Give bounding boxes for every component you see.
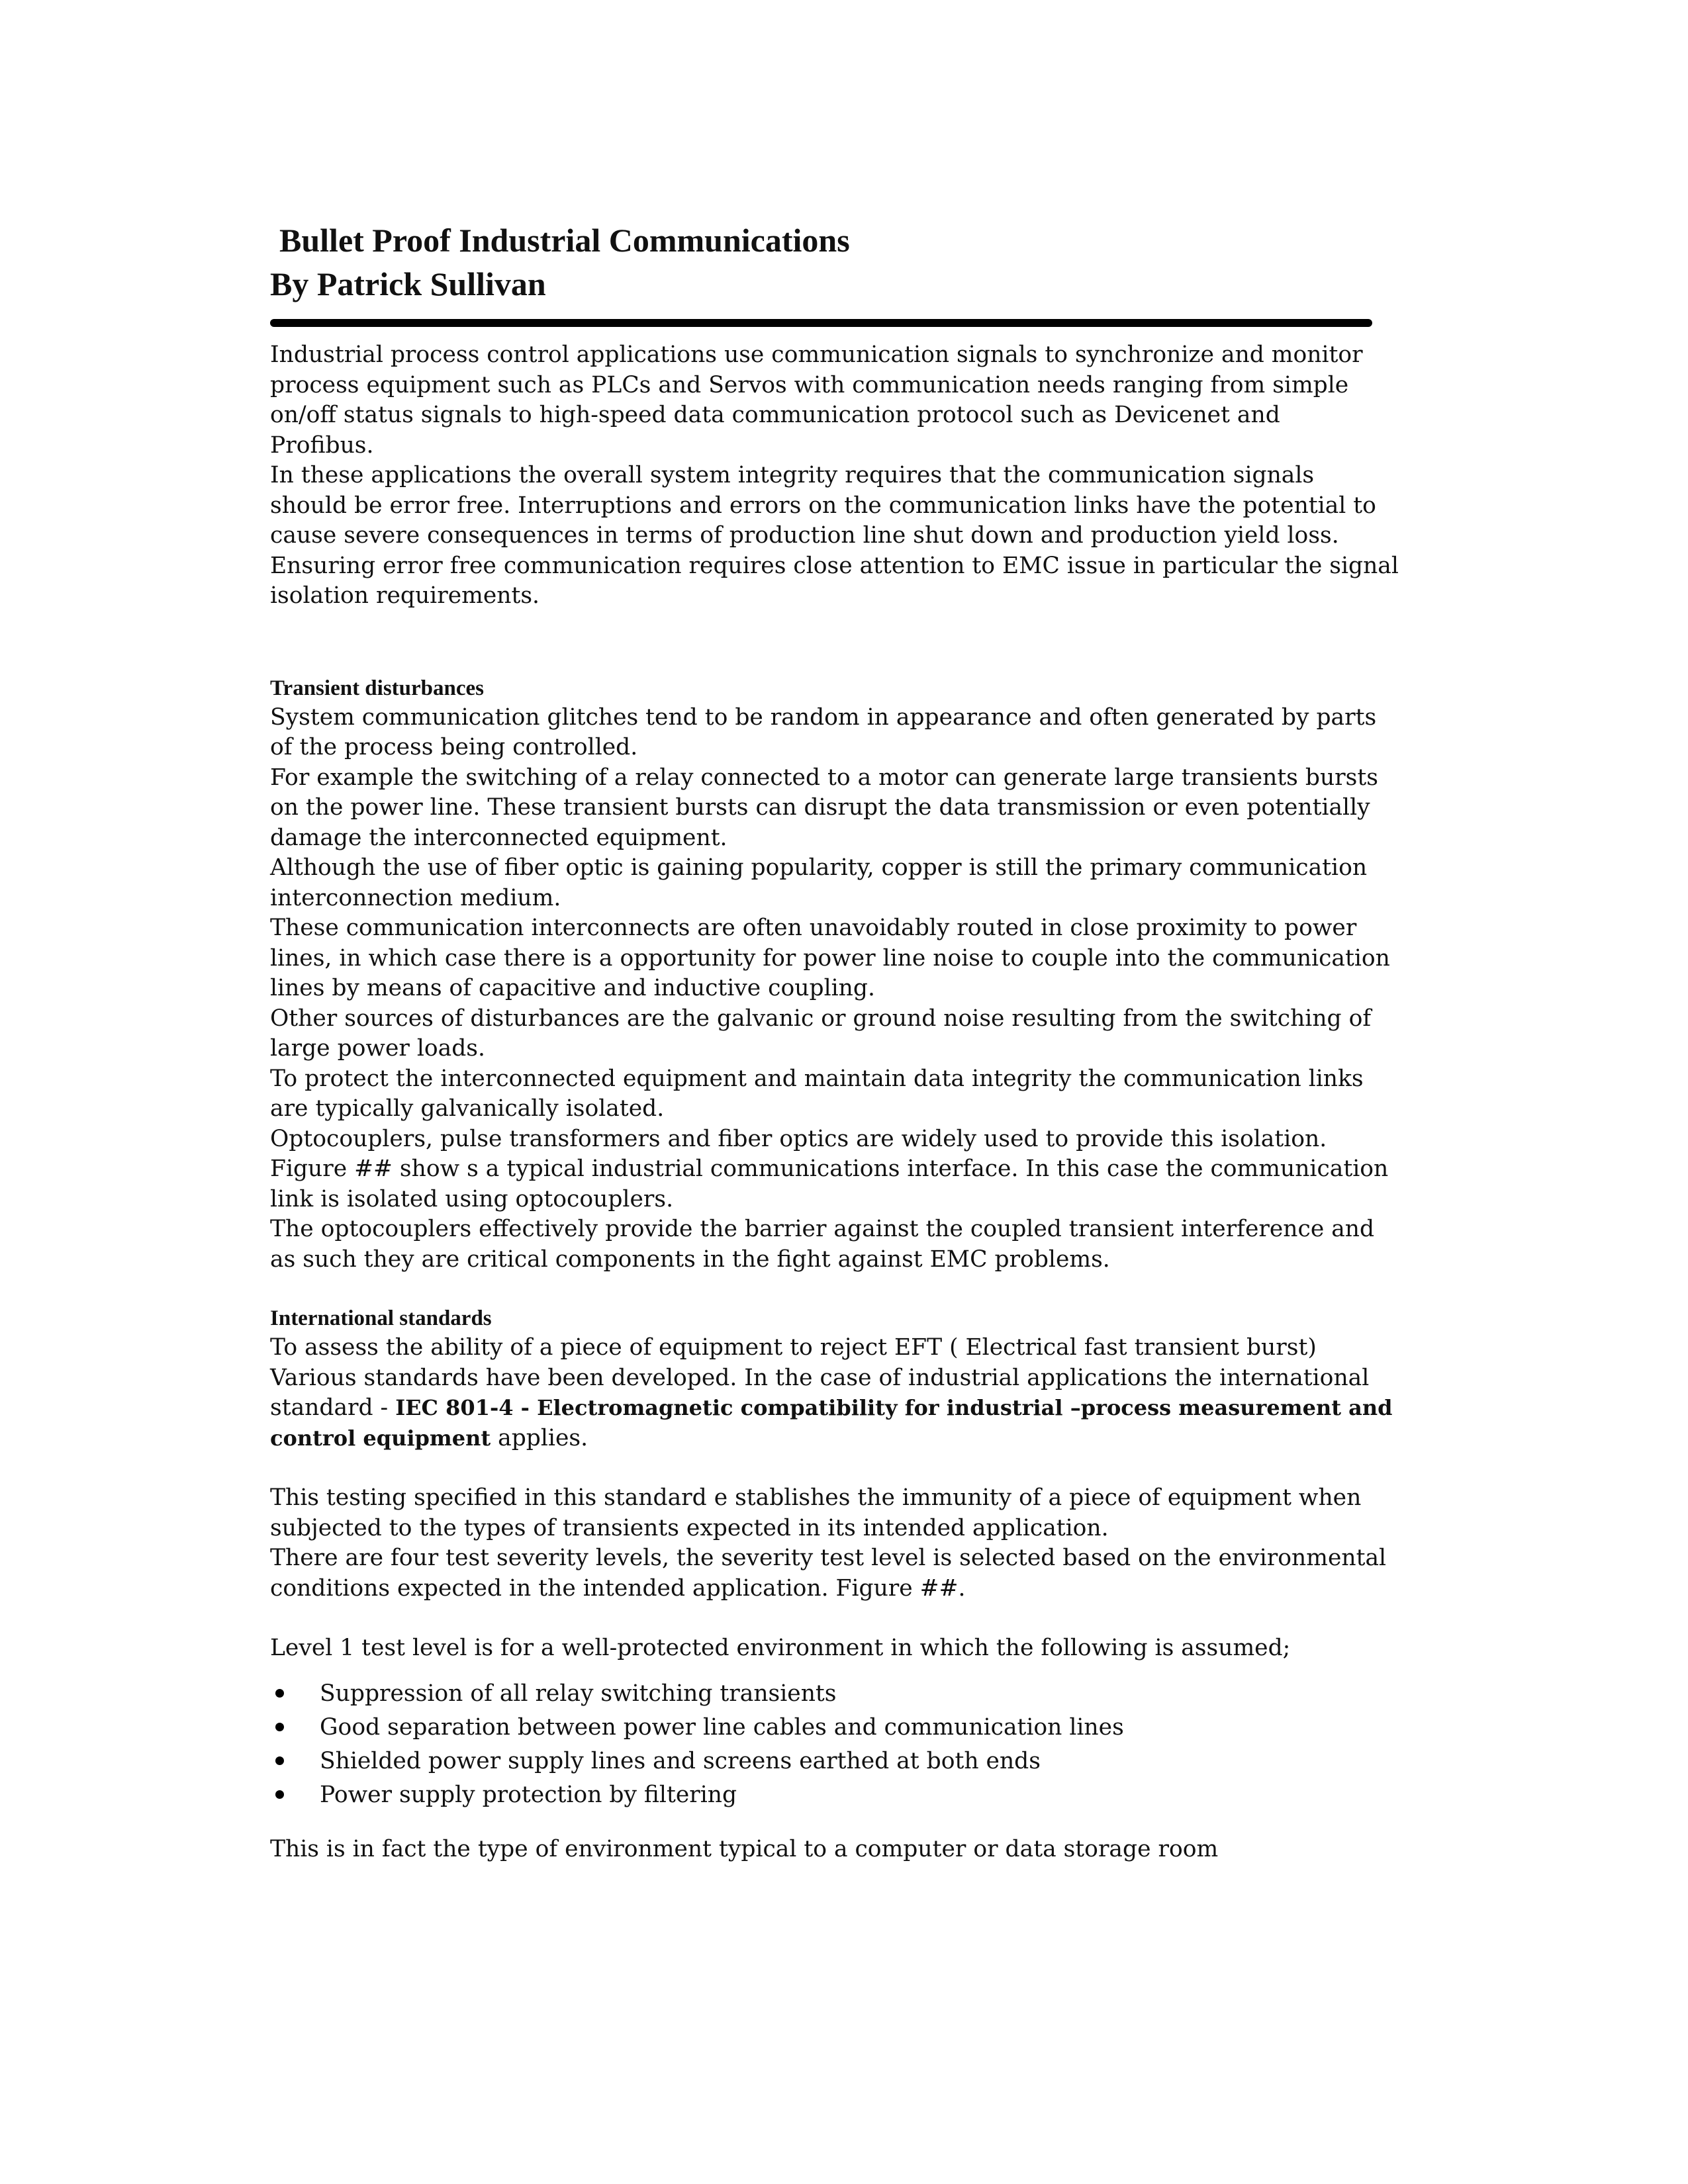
list-item	[270, 1745, 1422, 1778]
list-item-text: Suppression of all relay switching transients	[320, 1680, 837, 1707]
standards-text-tail: applies.	[491, 1424, 588, 1451]
list-item-text: Shielded power supply lines and screens earthed at both ends	[320, 1747, 1041, 1774]
standards-paragraph-1	[270, 1333, 1422, 1453]
transient-paragraph: Optocouplers, pulse transformers and fiber optics are widely used to provide this isolation. Figure ## show s a typical industrial communications interface. In this case the communication link is isolated using optocouplers.	[270, 1125, 1389, 1212]
transient-paragraph: The optocouplers effectively provide the barrier against the coupled transient interference and as such they are critical components in the fight against EMC problems.	[270, 1216, 1375, 1273]
closing-paragraph: This is in fact the type of environment typical to a computer or data storage room	[270, 1835, 1219, 1862]
intro-paragraph-2: In these applications the overall system integrity requires that the communication signals should be error free. Interruptions and errors on the communication links have the potential to cause severe consequences in terms of production line shut down and production yield loss. Ensuring error free communication requires close attention to EMC issue in particular the signal isolation requirements.	[270, 462, 1399, 609]
transient-paragraph: To protect the interconnected equipment and maintain data integrity the communication links are typically galvanically isolated.	[270, 1065, 1364, 1122]
list-item	[270, 1677, 1422, 1711]
list-item	[270, 1778, 1422, 1812]
transient-paragraph: Other sources of disturbances are the galvanic or ground noise resulting from the switching of large power loads.	[270, 1005, 1372, 1062]
list-item-text: Good separation between power line cables and communication lines	[320, 1713, 1124, 1741]
standards-paragraph-3: There are four test severity levels, the severity test level is selected based on the environmental conditions expected in the intended application. Figure ##.	[270, 1545, 1387, 1602]
standards-paragraph-2: This testing specified in this standard e stablishes the immunity of a piece of equipment when subjected to the types of transients expected in its intended application.	[270, 1484, 1362, 1541]
transient-section-body	[270, 703, 1422, 1275]
paragraph-gap	[270, 1604, 1422, 1633]
standards-text: To assess the ability of a piece of equipment to reject EFT ( Electrical fast transient burst) Various standards have been developed. In the case of industrial applications the international standard -	[270, 1334, 1370, 1421]
document-author: By Patrick Sullivan	[270, 265, 546, 302]
bullet-icon	[275, 1723, 284, 1731]
title-rule	[270, 319, 1372, 327]
bullet-icon	[275, 1790, 284, 1799]
list-item	[270, 1711, 1422, 1745]
intro-paragraph-1: Industrial process control applications use communication signals to synchronize and monitor process equipment such as PLCs and Servos with communication needs ranging from simple on/off status signals to high-speed data communication protocol such as Devicenet and Profibus.	[270, 341, 1363, 459]
transient-paragraph: Although the use of fiber optic is gaining popularity, copper is still the primary communication interconnection medium.	[270, 854, 1368, 911]
transient-paragraph: For example the switching of a relay connected to a motor can generate large transients bursts on the power line. These transient bursts can disrupt the data transmission or even potentially damage the interconnected equipment.	[270, 764, 1378, 851]
section-heading-standards: International standards	[270, 1306, 492, 1330]
transient-paragraph: These communication interconnects are often unavoidably routed in close proximity to power lines, in which case there is a opportunity for power line noise to couple into the communication lines by means of capacitive and inductive coupling.	[270, 915, 1390, 1001]
paragraph-gap	[270, 1453, 1422, 1483]
document-title: Bullet Proof Industrial Communications	[279, 222, 850, 259]
assumptions-list	[270, 1677, 1422, 1812]
bullet-icon	[275, 1689, 284, 1698]
transient-paragraph: System communication glitches tend to be random in appearance and often generated by parts of the process being controlled.	[270, 704, 1377, 760]
standard-name: IEC 801-4 - Electromagnetic compatibility for industrial –process measurement and control equipment	[270, 1395, 1393, 1451]
document-page	[270, 218, 1422, 1864]
list-item-text: Power supply protection by filtering	[320, 1781, 737, 1808]
bullet-icon	[275, 1756, 284, 1765]
standards-paragraph-4: Level 1 test level is for a well-protected environment in which the following is assumed;	[270, 1635, 1291, 1661]
section-heading-transient: Transient disturbances	[270, 676, 485, 700]
